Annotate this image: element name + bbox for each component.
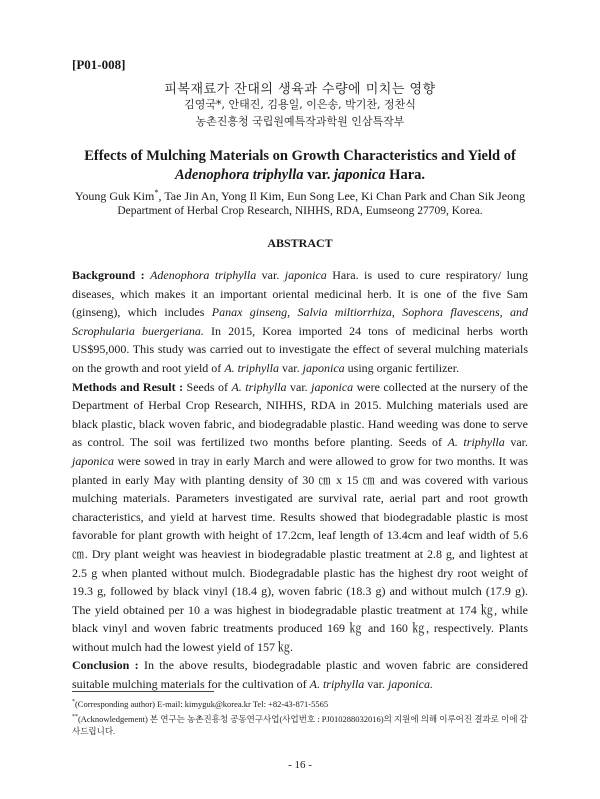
- text-run: var.: [364, 677, 388, 692]
- text-run: Hara. is used to cure respiratory/ lung diseases, which makes it an important oriental medicinal herb. It is one of the five Sam (ginseng), which includes: [72, 268, 528, 320]
- species-list: Panax ginseng, Salvia miltiorrhiza, Sophora flavescens, and Scrophularia buergeriana.: [72, 305, 529, 338]
- text-run: using organic fertilizer.: [344, 360, 460, 375]
- title-end: Hara.: [385, 167, 426, 183]
- text-run: were collected at the nursery of the Department of Herbal Crop Research, NIHHS, RDA in 2015. Mulching materials used are black plastic, black woven fabric, and biodegradable plastic. Hand weeding was done to serve as control. The soil was fertilized two months before planting. Seeds of: [72, 379, 528, 450]
- footnote-text: (Corresponding author) E-mail: kimyguk@korea.kr Tel: +82-43-871-5565: [74, 698, 329, 709]
- variety-name: japonica: [284, 268, 327, 282]
- species-name: A. triphylla: [309, 677, 365, 692]
- species-name: A. triphylla: [224, 360, 279, 375]
- variety-name: japonica: [302, 360, 345, 375]
- text-run: var.: [504, 435, 528, 450]
- footnote-mark: **: [72, 714, 78, 720]
- methods-label: Methods and Result :: [72, 379, 184, 394]
- species-name: Adenophora triphylla: [150, 268, 257, 282]
- methods-paragraph: [72, 378, 528, 657]
- text-run: var.: [286, 379, 312, 394]
- species-name: A. triphylla: [231, 379, 287, 394]
- korean-authors: 김영국*, 안태진, 김용일, 이은송, 박기찬, 정찬식: [184, 98, 416, 111]
- abstract-heading: ABSTRACT: [267, 236, 333, 250]
- text-run: var.: [278, 360, 303, 375]
- footnote-acknowledgement: [72, 711, 532, 738]
- english-affiliation: Department of Herbal Crop Research, NIHHS, RDA, Eumseong 27709, Korea.: [117, 205, 483, 217]
- variety-name: japonica: [72, 453, 114, 468]
- page-number: - 16 -: [288, 759, 312, 771]
- english-title-line1: Effects of Mulching Materials on Growth Characteristics and Yield of: [84, 148, 516, 164]
- text-run: were sowed in tray in early March and were allowed to grow for two months. It was planted in early May with planting density of 30 ㎝ x 15 ㎝ and was covered with various mulching materials. Parameters investigated are survival rate, aerial part and root growth characteristics, and yield at harvest time. Results showed that biodegradable plastic is most favorable for plant growth with height of 17.2cm, leaf length of 13.4cm and leaf width of 5.6 ㎝. Dry plant weight was heaviest in biodegradable plastic treatment at 2.8 g, and lightest at 2.5 g when planted without mulch. Biodegradable plastic has the highest dry root weight of 19.3 g, followed by black vinyl (18.4 g), woven fabric (18.3 g) and without mulch (17.9 g). The yield obtained per 10 a was highest in biodegradable plastic treatment at 174 ㎏, while black vinyl and woven fabric treatments produced 169 ㎏ and 160 ㎏, respectively. Plants without mulch had the lowest yield of 157 ㎏.: [72, 453, 528, 654]
- abstract-body: [72, 266, 528, 694]
- footnote-text: (Acknowledgement) 본 연구는 농촌진흥청 공동연구사업(사업번호 : PJ010288032016)의 지원에 의해 이루어진 결과로 이에 감사드립니다.: [72, 713, 528, 737]
- text-run: In 2015, Korea imported 24 tons of medicinal herbs worth US$95,000. This study was carried out to investigate the effect of several mulching materials on the growth and root yield of: [72, 323, 528, 375]
- variety-name: japonica.: [387, 677, 433, 692]
- abstract-code: [P01-008]: [72, 57, 126, 72]
- first-author: Young Guk Kim: [74, 189, 155, 203]
- other-authors: , Tae Jin An, Yong Il Kim, Eun Song Lee, Ki Chan Park and Chan Sik Jeong: [158, 189, 526, 203]
- footnote-rule: [72, 691, 214, 692]
- korean-affiliation: 농촌진흥청 국립원예특작과학원 인삼특작부: [195, 115, 405, 128]
- conclusion-label: Conclusion :: [72, 658, 139, 673]
- corresponding-mark: *: [154, 188, 159, 197]
- species-name: A. triphylla: [447, 435, 505, 450]
- background-label: Background :: [72, 268, 145, 282]
- variety-name: japonica: [311, 379, 354, 394]
- english-authors: [0, 188, 600, 204]
- text-run: var.: [256, 268, 285, 282]
- background-paragraph: [72, 266, 528, 378]
- footnote-mark: *: [72, 699, 75, 705]
- korean-title: 피복재료가 잔대의 생육과 수량에 미치는 영향: [164, 82, 436, 97]
- title-var: var.: [303, 167, 334, 183]
- text-run: In the above results, biodegradable plastic and woven fabric are considered suitable mulching materials for the cultivation of: [72, 658, 528, 692]
- species-name: Adenophora triphylla: [174, 167, 304, 183]
- footnote-corresponding: [72, 696, 532, 710]
- text-run: Seeds of: [183, 379, 232, 394]
- variety-name: japonica: [333, 167, 386, 183]
- conclusion-paragraph: [72, 656, 528, 693]
- english-title-line2: [0, 167, 600, 184]
